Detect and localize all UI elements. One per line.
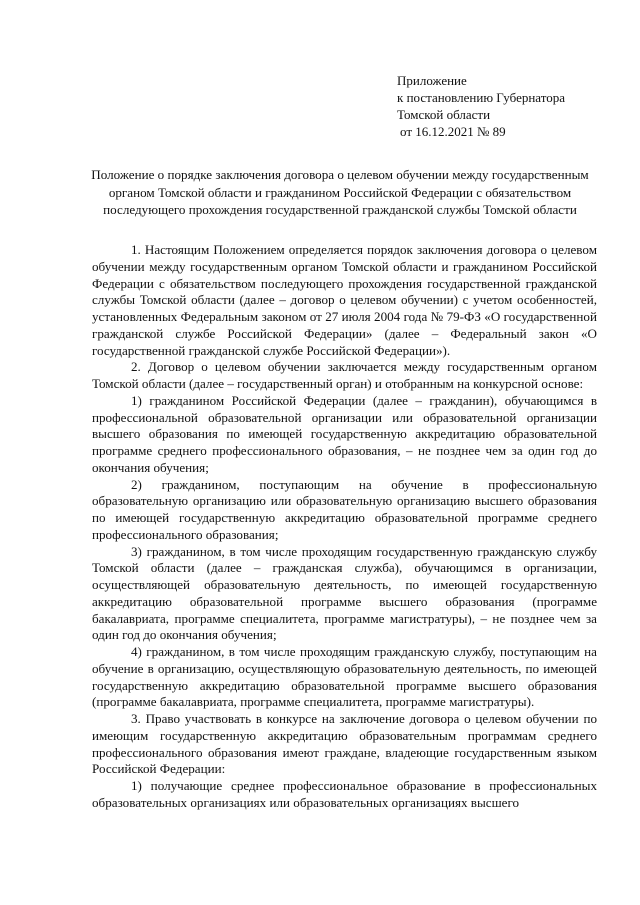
appendix-region: Томской области — [397, 107, 491, 122]
paragraph-1: 1. Настоящим Положением определяется порядок заключения договора о целевом обучении между государственным органом Томской области и гражданином Российской Федерации с обязательством последующего прохождения государственной гражданской службы Томской области (далее – договор о целевом обучении) с учетом особенностей, установленных Федеральным законом от 27 июля 2004 года № 79-ФЗ «О государственной гражданской службе Российской Федерации» (далее – Федеральный закон «О государственной гражданской службе Российской Федерации»). — [92, 242, 597, 358]
document-body — [92, 242, 597, 812]
paragraph-2-item-4: 4) гражданином, в том числе проходящим гражданскую службу, поступающим на обучение в организацию, осуществляющую образовательную деятельность, по имеющей государственную аккредитацию образовательной программе высшего образования (программе бакалавриата, программе специалитета, программе магистратуры). — [92, 644, 597, 710]
appendix-decree-ref: к постановлению Губернатора — [397, 90, 566, 105]
appendix-date-number: от 16.12.2021 № 89 — [400, 124, 506, 139]
paragraph-2-item-2: 2) гражданином, поступающим на обучение в профессиональную образовательную организацию или образовательную организацию высшего образования по имеющей государственную аккредитацию образовательной программе среднего профессионального образования; — [92, 476, 597, 542]
appendix-label: Приложение — [397, 73, 467, 88]
paragraph-2: 2. Договор о целевом обучении заключается между государственным органом Томской области (далее – государственный орган) и отобранным на конкурсной основе: — [92, 359, 597, 391]
paragraph-2-item-1: 1) гражданином Российской Федерации (далее – гражданин), обучающимся в профессиональной образовательной организации или образовательной организации высшего образования по имеющей государственную аккредитацию образовательной программе среднего профессионального образования, – не позднее чем за один год до окончания обучения; — [92, 392, 597, 475]
paragraph-3: 3. Право участвовать в конкурсе на заключение договора о целевом обучении по имеющим государственную аккредитацию образовательным программам среднего профессионального образования имеют граждане, владеющие государственным языком Российской Федерации: — [92, 711, 597, 777]
paragraph-3-item-1: 1) получающие среднее профессиональное образование в профессиональных образовательных организациях или образовательных организациях высшего — [92, 778, 597, 810]
document-title: Положение о порядке заключения договора о целевом обучении между государственным органом Томской области и гражданином Российской Федерации с обязательством последующего прохождения государственной гражданской службы Томской области — [91, 167, 589, 218]
appendix-header — [397, 72, 617, 140]
paragraph-2-item-3: 3) гражданином, в том числе проходящим государственную гражданскую службу Томской области (далее – гражданская служба), обучающимся в организации, осуществляющей образовательную деятельность, по имеющей государственную аккредитацию образовательной программе высшего образования (программе бакалавриата, программе специалитета, программе магистратуры), – не позднее чем за один год до окончания обучения; — [92, 543, 597, 643]
